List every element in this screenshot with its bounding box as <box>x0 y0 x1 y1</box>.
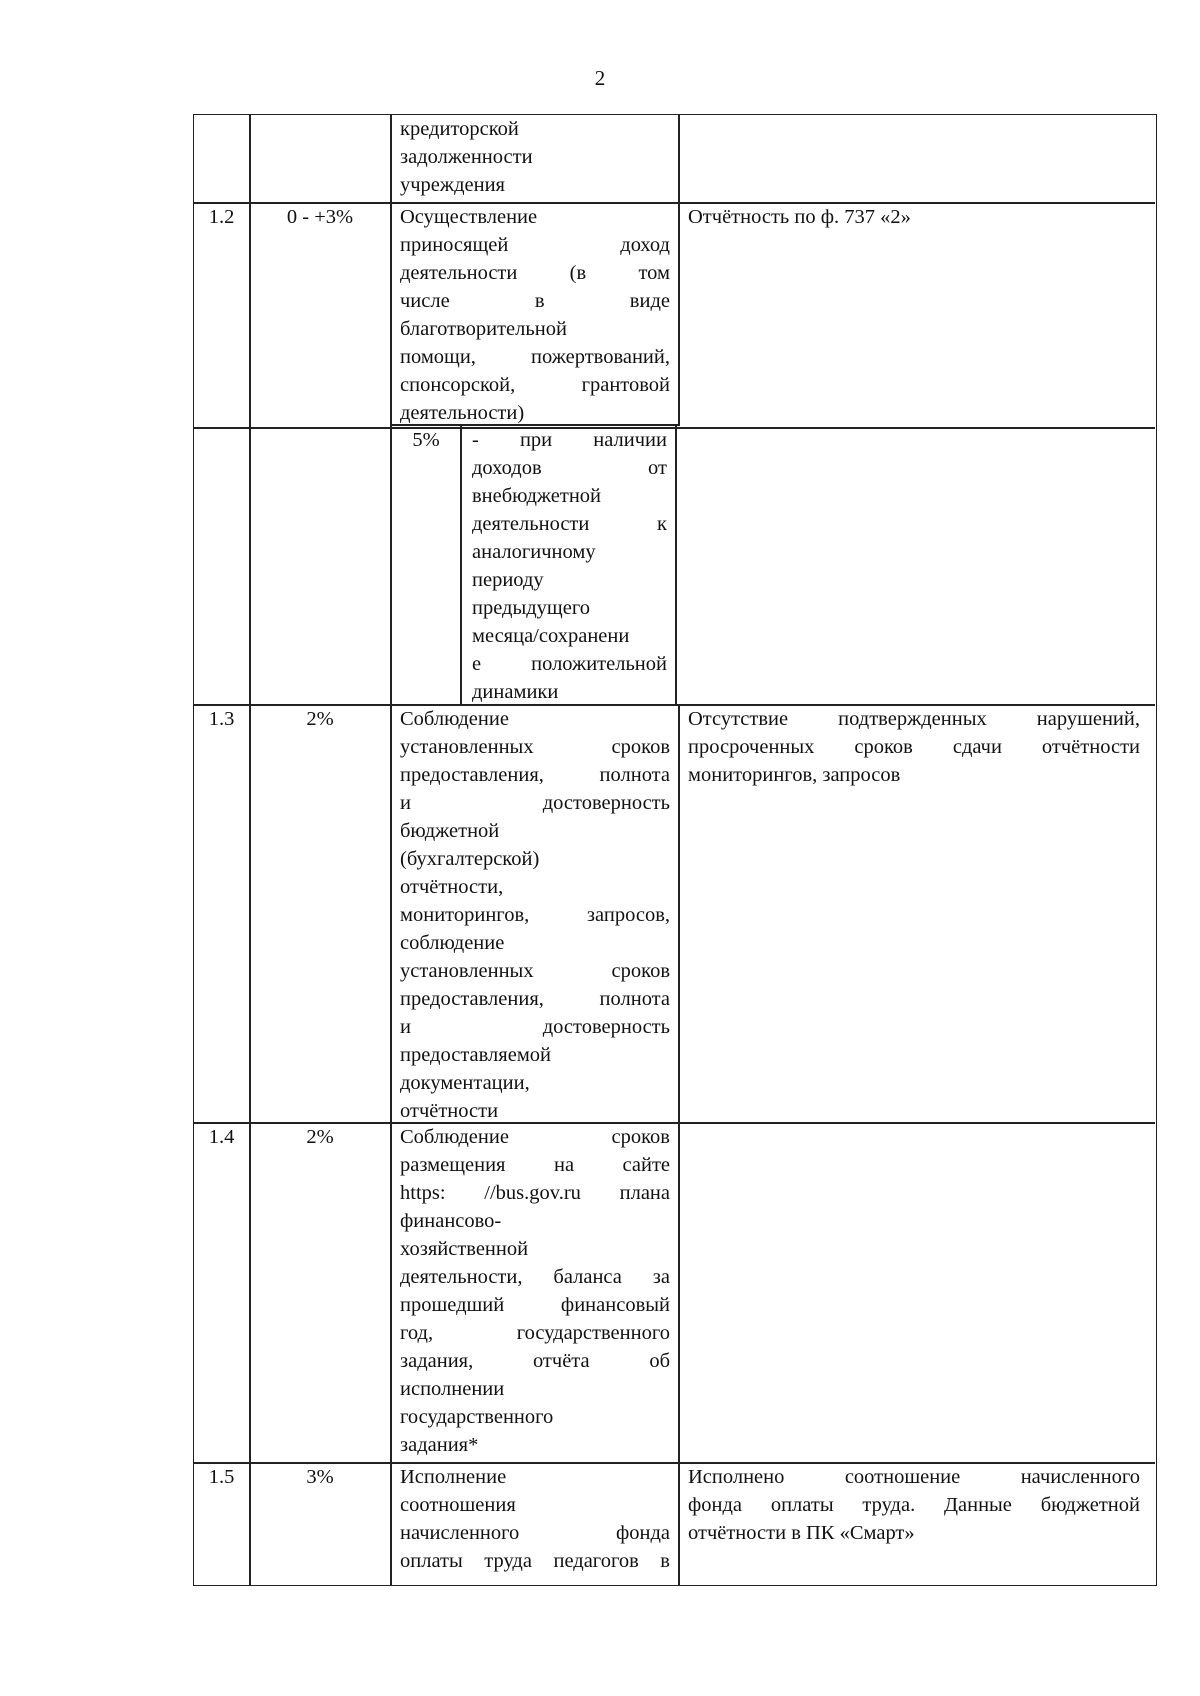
criterion-line: соблюдение <box>400 932 505 954</box>
criterion-line: год, государственного <box>400 1322 670 1344</box>
criterion-line: оплаты труда педагогов в <box>400 1550 670 1572</box>
percent-value: 2% <box>306 1126 334 1148</box>
documents-line: просроченных сроков сдачи отчётности <box>688 736 1140 758</box>
criterion-line: благотворительной <box>400 318 567 340</box>
criterion-line: установленных сроков <box>400 960 670 982</box>
criterion-line: приносящей доход <box>400 234 670 256</box>
criterion-line: Исполнение <box>400 1466 507 1488</box>
criterion-line: спонсорской, грантовой <box>400 374 670 396</box>
criterion-line: соотношения <box>400 1494 516 1516</box>
criterion-line: и достоверность <box>400 1016 670 1038</box>
criterion-line: - при наличии <box>472 429 667 451</box>
criterion-line: бюджетной <box>400 820 500 842</box>
criterion-line: учреждения <box>400 174 505 196</box>
criterion-line: месяца/сохранени <box>472 625 630 647</box>
criterion-line: и достоверность <box>400 792 670 814</box>
documents-line: Отсутствие подтвержденных нарушений, <box>688 708 1140 730</box>
criterion-line: документации, <box>400 1072 530 1094</box>
documents-line: Исполнено соотношение начисленного <box>688 1466 1140 1488</box>
criterion-cell <box>400 1123 670 1459</box>
documents-line: отчётности в ПК «Смарт» <box>688 1522 915 1544</box>
percent-value: 3% <box>306 1466 334 1488</box>
documents-line: фонда оплаты труда. Данные бюджетной <box>688 1494 1140 1516</box>
criterion-line: аналогичному <box>472 541 596 563</box>
criterion-line: государственного <box>400 1406 554 1428</box>
criterion-line: деятельности к <box>472 513 667 535</box>
criterion-line: задания, отчёта об <box>400 1350 670 1372</box>
criterion-line: размещения на сайте <box>400 1154 670 1176</box>
criterion-line: помощи, пожертвований, <box>400 346 670 368</box>
criterion-line: е положительной <box>472 653 667 675</box>
percent-value: 5% <box>412 429 440 451</box>
criterion-cell <box>400 1463 670 1575</box>
criterion-line: предоставления, полнота <box>400 764 670 786</box>
criterion-line: предыдущего <box>472 597 590 619</box>
criterion-line: периоду <box>472 569 544 591</box>
criterion-line: исполнении <box>400 1378 505 1400</box>
criterion-line: внебюджетной <box>472 485 602 507</box>
col-divider <box>675 426 677 705</box>
criterion-line: прошедший финансовый <box>400 1294 670 1316</box>
criteria-table <box>193 114 1157 1586</box>
documents-cell <box>688 1463 1140 1547</box>
documents-cell <box>688 203 1140 231</box>
row-number: 1.4 <box>208 1126 235 1148</box>
criterion-line: числе в виде <box>400 290 670 312</box>
criterion-line: отчётности, <box>400 876 504 898</box>
col-divider <box>678 115 680 426</box>
criterion-cell <box>400 705 670 1125</box>
criterion-line: Соблюдение <box>400 708 509 730</box>
col-divider <box>678 705 680 1585</box>
documents-line: Отчётность по ф. 737 «2» <box>688 206 911 228</box>
criterion-line: установленных сроков <box>400 736 670 758</box>
criterion-line: предоставления, полнота <box>400 988 670 1010</box>
criterion-line: деятельности) <box>400 402 525 424</box>
criterion-line: доходов от <box>472 457 667 479</box>
criterion-cell <box>472 426 667 706</box>
criterion-line: начисленного фонда <box>400 1522 670 1544</box>
percent-value: 2% <box>306 708 334 730</box>
criterion-cell <box>400 203 670 427</box>
col-divider <box>390 115 392 1585</box>
criterion-line: мониторингов, запросов, <box>400 904 670 926</box>
criterion-line: хозяйственной <box>400 1238 529 1260</box>
criterion-line: (бухгалтерской) <box>400 848 540 870</box>
row-number: 1.5 <box>208 1466 235 1488</box>
criterion-line: финансово- <box>400 1210 502 1232</box>
criterion-line: отчётности <box>400 1100 499 1122</box>
criterion-line: динамики <box>472 681 559 703</box>
subcol-divider <box>460 426 462 705</box>
criterion-line: предоставляемой <box>400 1044 552 1066</box>
percent-value: 0 - +3% <box>286 206 354 228</box>
criterion-line: деятельности, баланса за <box>400 1266 670 1288</box>
page-number: 2 <box>594 66 606 90</box>
documents-cell <box>688 705 1140 789</box>
criterion-line: Соблюдение сроков <box>400 1126 670 1148</box>
row-number: 1.2 <box>208 206 235 228</box>
col-divider <box>249 115 251 1585</box>
criterion-line: кредиторской <box>400 118 519 140</box>
criterion-line: Осуществление <box>400 206 538 228</box>
row-number: 1.3 <box>208 708 235 730</box>
criterion-line: задания* <box>400 1434 479 1456</box>
criterion-line: https: //bus.gov.ru плана <box>400 1182 670 1204</box>
criterion-line: задолженности <box>400 146 533 168</box>
criterion-cell <box>400 115 670 199</box>
documents-line: мониторингов, запросов <box>688 764 901 786</box>
criterion-line: деятельности (в том <box>400 262 670 284</box>
